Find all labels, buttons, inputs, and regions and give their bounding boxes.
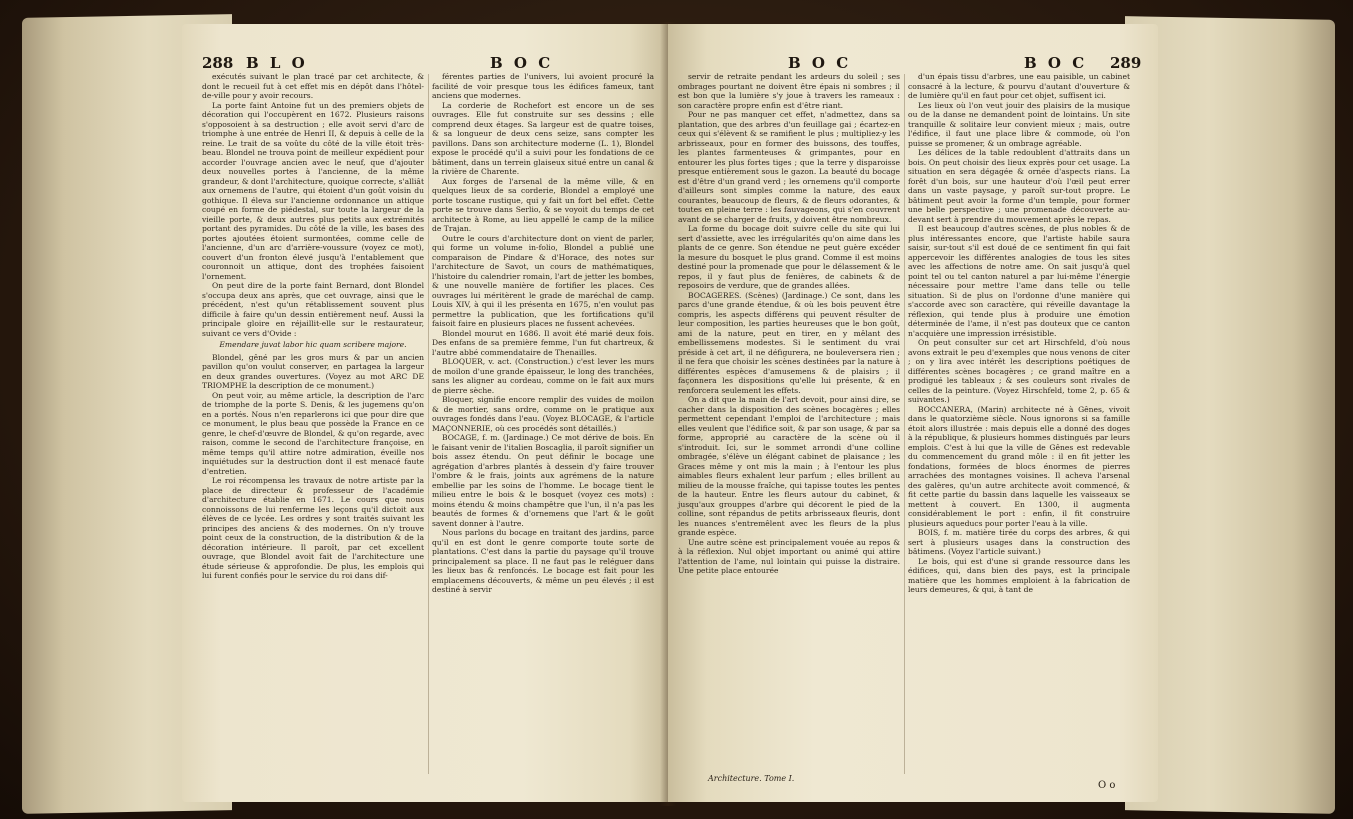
paragraph: férentes parties de l'univers, lui avoient procuré la facilité de voir presque tous les édifices fameux, tant anciens que modernes. — [432, 72, 654, 100]
left-running-head-center: B O C — [490, 54, 554, 72]
paragraph: d'un épais tissu d'arbres, une eau paisible, un cabinet consacré à la lecture, & pourvu d'autant d'ouverture & de lumière qu'il en faut pour cet objet, suffisent ici. — [908, 72, 1130, 100]
column-rule — [904, 74, 905, 774]
left-page-number: 288 — [202, 54, 234, 72]
paragraph: On peut voir, au même article, la description de l'arc de triomphe de la porte S. Denis, & les jugemens qu'on en a portés. Nous n'en reparlerons ici que pour dire que ce monument, le plus beau que possède la France en ce genre, le chef-d'œuvre de Blondel, & qu'on regarde, avec raison, comme le second de l'architecture françoise, en même temps qu'il attire notre admiration, éveille nos inquiétudes sur la destruction dont il est menacé faute d'entretien. — [202, 390, 424, 476]
paragraph: Nous parlons du bocage en traitant des jardins, parce qu'il en est dont le genre comporte toute sorte de plantations. C'est dans la partie du paysage qu'il trouve principalement sa place. Il ne faut pas le reléguer dans les lieux bas & renfoncés. Le bocage est fait pour les emplacemens découverts, & même un peu élevés ; il est destiné à servir — [432, 528, 654, 594]
column-rule — [428, 74, 429, 774]
left-running-head: B L O — [246, 54, 308, 72]
paragraph: Les délices de la table redoublent d'attraits dans un bois. On peut choisir des lieux exprès pour cet usage. La situation en sera dégagée & ornée d'aspects rians. La forêt d'un bois, sur une hauteur d'où l'œil peut errer dans un vaste paysage, y paroît sur-tout propre. Le bâtiment peut avoir la forme d'un temple, pour former une belle perspective ; une promenade découverte au-devant sert à prendre du mouvement après le repas. — [908, 148, 1130, 224]
paragraph: Pour ne pas manquer cet effet, n'admettez, dans sa plantation, que des arbres d'un feuillage gai ; écartez-en ceux qui s'élèvent & se ramifient le plus ; multipliez-y les arbrisseaux, pour en former des buissons, des touffes, les plantes farmenteuses & grimpantes, pour en entourer les plus fortes tiges ; que la terre y disparoisse presque entièrement sous le gazon. La beauté du bocage est d'être d'un grand verd ; les ornemens qu'il comporte d'ailleurs sont simples comme la nature, des eaux courantes, beaucoup de fleurs, & de fleurs odorantes, & toutes en pleine terre : les fauvageons, qui s'en couvrent avant de se charger de fruits, y doivent être nombreux. — [678, 110, 900, 224]
entry-bocageres: BOCAGERES. (Scènes) (Jardinage.) Ce sont, dans les parcs d'une grande étendue, & où les bois peuvent être compris, les aspects différens qui peuvent résulter de leur composition, les parties heureuses que le bon goût, ami de la nature, peut en tirer, en y mêlant des embellissemens modestes. Si le sentiment du vrai préside à cet art, il ne défigurera, ne bouleversera rien ; il ne fera que choisir les scènes destinées par la nature à différentes espèces d'amusemens & de plaisirs ; il façonnera les dispositions qu'elle lui présente, & en renforcera seulement les effets. — [678, 290, 900, 395]
paragraph: Il est beaucoup d'autres scènes, de plus nobles & de plus intéressantes encore, que l'artiste habile saura saisir, sur-tout s'il est doué de ce sentiment fin qui fait appercevoir les différentes analogies de tous les sites avec les affections de notre ame. On sait jusqu'à quel point tel ou tel canton naturel a par lui-même l'énergie nécessaire pour mettre l'ame dans telle ou telle situation. Si de plus on l'ordonne d'une manière qui s'accorde avec son caractère, qui réveille davantage la réflexion, qui tende plus à produire une émotion déterminée de l'ame, il n'est pas douteux que ce canton n'acquière une impression irrésistible. — [908, 224, 1130, 338]
paragraph: Blondel, gêné par les gros murs & par un ancien pavillon qu'on voulut conserver, en partagea la largeur en deux grandes ouvertures. (Voyez au mot ARC DE TRIOMPHE la description de ce monument.) — [202, 352, 424, 390]
paragraph: servir de retraite pendant les ardeurs du soleil ; ses ombrages pourtant ne doivent être épais ni sombres ; il est bon que la lumière s'y joue à travers les rameaux : son caractère propre enfin est d'être riant. — [678, 72, 900, 110]
paragraph: On peut dire de la porte faint Bernard, dont Blondel s'occupa deux ans après, que cet ouvrage, ainsi que le précédent, n'est qu'un rétablissement souvent plus difficile à faire qu'un dessin entièrement neuf. Aussi la principale gloire en réjaillit-elle sur le restaurateur, suivant ce vers d'Ovide : — [202, 281, 424, 338]
paragraph: Blondel mourut en 1686. Il avoit été marié deux fois. Des enfans de sa première femme, l'un fut chartreux, & l'autre abbé commendataire de Thenailles. — [432, 328, 654, 357]
signature-mark: O o — [1098, 780, 1116, 791]
paragraph: Bloquer, signifie encore remplir des vuides de moilon & de mortier, sans ordre, comme on le pratique aux ouvrages fondés dans l'eau. (Voyez BLOCAGE, & l'article MAÇONNERIE, où ces procédés sont détaillés.) — [432, 395, 654, 433]
paragraph: Les lieux où l'on veut jouir des plaisirs de la musique ou de la danse ne demandent point de lointains. Un site tranquille & solitaire leur convient mieux ; mais, outre l'édifice, il faut une place libre & commode, où l'on puisse se promener, & un ombrage agréable. — [908, 100, 1130, 148]
right-page-number: 289 — [1110, 54, 1142, 72]
paragraph: La forme du bocage doit suivre celle du site qui lui sert d'assiette, avec les irrégularités qu'on aime dans les plants de ce genre. Son étendue ne peut guère excéder la mesure du bosquet le plus grand. Comme il est moins destiné pour la promenade que pour le délassement & le repos, il y faut plus de fenières, de cabinets & de reposoirs de verdure, que de grandes allées. — [678, 224, 900, 290]
entry-bocage: BOCAGE, f. m. (Jardinage.) Ce mot dérive de bois. En le faisant venir de l'italien Boscaglia, il paroît signifier un bois assez étendu. On peut définir le bocage une agrégation d'arbres plantés à dessein d'y faire trouver l'ombre & le frais, joints aux agrémens de la nature embellie par les soins de l'homme. Le bocage tient le milieu entre le bois & le bosquet (voyez ces mots) : moins étendu & moins champêtre que l'un, il n'a pas les beautés de formes & d'ornemens que l'art & le goût savent donner à l'autre. — [432, 433, 654, 528]
left-column-1 — [202, 72, 424, 581]
entry-bois: BOIS, f. m. matière tirée du corps des arbres, & qui sert à plusieurs usages dans la construction des bâtimens. (Voyez l'article suivant.) — [908, 528, 1130, 556]
paragraph: On a dit que la main de l'art devoit, pour ainsi dire, se cacher dans la disposition des scènes bocagères ; elles permettent cependant l'emploi de l'architecture ; mais elles veulent que l'édifice soit, & par son usage, & par sa forme, approprié au caractère de la scène où il s'introduit. Ici, sur le sommet arrondi d'une colline ombragée, s'élève un élégant cabinet de plaisance ; les Graces même y ont mis la main ; à l'entour les plus aimables fleurs exhalent leur parfum ; elles brillent au milieu de la mousse fraîche, qui tapisse toutes les pentes de la hauteur. Entre les fleurs autour du cabinet, & jusqu'aux grouppes d'arbre qui décorent le pied de la colline, sont répandus de petits arbrisseaux fleuris, dont les nuances s'entremêlent avec les fleurs de la plus grande espèce. — [678, 395, 900, 537]
right-running-head: B O C — [1024, 54, 1088, 72]
paragraph: Outre le cours d'architecture dont on vient de parler, qui forme un volume in-folio, Blondel a publié une comparaison de Pindare & d'Horace, des notes sur l'architecture de Savot, un cours de mathématiques, l'histoire du calendrier romain, l'art de jetter les bombes, & une nouvelle manière de fortifier les places. Ces ouvrages lui méritèrent le grade de maréchal de camp. Louis XIV, à qui il les présenta en 1675, n'en voulut pas permettre la publication, que les fortifications qu'il faisoit faire en plusieurs places ne fussent achevées. — [432, 233, 654, 328]
paragraph: Le bois, qui est d'une si grande ressource dans les édifices, qui, dans bien des pays, est la principale matière que les hommes emploient à la fabrication de leurs demeures, & qui, à tant de — [908, 556, 1130, 594]
entry-bloquer: BLOQUER, v. act. (Construction.) c'est lever les murs de moilon d'une grande épaisseur, le long des tranchées, sans les aligner au cordeau, comme on le fait aux murs de pierre sèche. — [432, 357, 654, 395]
left-page — [182, 24, 668, 802]
paragraph: Aux forges de l'arsenal de la même ville, & en quelques lieux de sa corderie, Blondel a employé une porte toscane rustique, qui y fait un fort bel effet. Cette porte se trouve dans Serlio, & se voyoit du temps de cet architecte à Rome, au lieu appellé le camp de la milice de Trajan. — [432, 176, 654, 233]
paragraph: La corderie de Rochefort est encore un de ses ouvrages. Elle fut construite sur ses dessins ; elle comprend deux étages. Sa largeur est de quatre toises, & sa longueur de deux cens seize, sans compter les pavillons. Dans son architecture moderne (L. 1), Blondel expose le procédé qu'il a suivi pour les fondations de ce bâtiment, dans un terrein glaiseux situé entre un canal & la rivière de Charente. — [432, 100, 654, 176]
paragraph: exécutés suivant le plan tracé par cet architecte, & dont le recueil fut à cet effet mis en dépôt dans l'hôtel-de-ville pour y avoir recours. — [202, 72, 424, 100]
right-column-2 — [908, 72, 1130, 595]
footer-volume: Architecture. Tome I. — [708, 774, 795, 783]
paragraph: La porte faint Antoine fut un des premiers objets de décoration qui l'occupèrent en 1672. Plusieurs raisons s'opposoient à sa destruction ; elle avoit servi d'arc de triomphe à une entrée de Henri II, & depuis à celle de la reine. Le trait de sa voûte du côté de la ville étoit très-beau. Blondel ne trouva point de meilleur expédient pour accorder l'ouvrage ancien avec le neuf, que d'ajouter deux nouvelles portes à l'ancienne, de la même grandeur, & dont l'architecture, quoique correcte, s'alliât aux ornemens de l'autre, qui étoient d'un goût voisin du gothique. Il éleva sur l'ancienne ordonnance un attique coupé en forme de piédestal, sur toute la largeur de la vieille porte, & deux autres plus petits aux extrémités portant des pyramides. Du côté de la ville, les bases des portes ajoutées étoient surmontées, comme celle de l'ancienne, d'un arc d'arrière-voussure (voyez ce mot), couvert d'un fronton élevé jusqu'à l'entablement que couronnoit un attique, dont des trophées faisoient l'ornement. — [202, 100, 424, 281]
right-running-head-left: B O C — [788, 54, 852, 72]
right-page — [668, 24, 1158, 802]
paragraph: Le roi récompensa les travaux de notre artiste par la place de directeur & professeur de l'académie d'architecture établie en 1671. Le cours que nous connoissons de lui renferme les leçons qu'il dictoit aux élèves de ce lycée. Les ordres y sont traités suivant les principes des anciens & des modernes. On n'y trouve point ceux de la construction, de la distribution & de la décoration intérieure. Il paroît, par cet excellent ouvrage, que Blondel avoit fait de l'architecture une étude sérieuse & approfondie. De plus, les emplois qui lui furent confiés pour le service du roi dans dif- — [202, 476, 424, 580]
left-column-2 — [432, 72, 654, 595]
right-column-1 — [678, 72, 900, 576]
entry-boccanera: BOCCANERA, (Marin) architecte né à Gênes, vivoit dans le quatorzième siècle. Nous ignorons si sa famille étoit alors illustrée : mais depuis elle a donné des doges à la république, & plusieurs hommes distingués par leurs emplois. C'est à lui que la ville de Gênes est redevable du commencement du grand môle : il en fit jetter les fondations, formées de blocs énormes de pierres arrachées des montagnes voisines. Il acheva l'arsenal des galères, qu'un autre architecte avoit commencé, & fit cette partie du bassin dans laquelle les vaisseaux se mettent à couvert. En 1300, il augmenta considérablement le port : enfin, il fit construire plusieurs aqueducs pour porter l'eau à la ville. — [908, 404, 1130, 528]
paragraph: On peut consulter sur cet art Hirschfeld, d'où nous avons extrait le peu d'exemples que nous venons de citer ; on y lira avec intérêt les descriptions poétiques de différentes scènes bocagères ; ce grand maître en a prodigué les tableaux ; & ses couleurs sont rivales de celles de la peinture. (Voyez Hirschfeld, tome 2, p. 65 & suivantes.) — [908, 338, 1130, 404]
paragraph: Une autre scène est principalement vouée au repos & à la réflexion. Nul objet important ou animé qui attire l'attention de l'ame, nul lointain qui puisse la distraire. Une petite place entourée — [678, 537, 900, 575]
latin-quote: Emendare juvat labor hic quam scribere majore. — [219, 340, 407, 349]
